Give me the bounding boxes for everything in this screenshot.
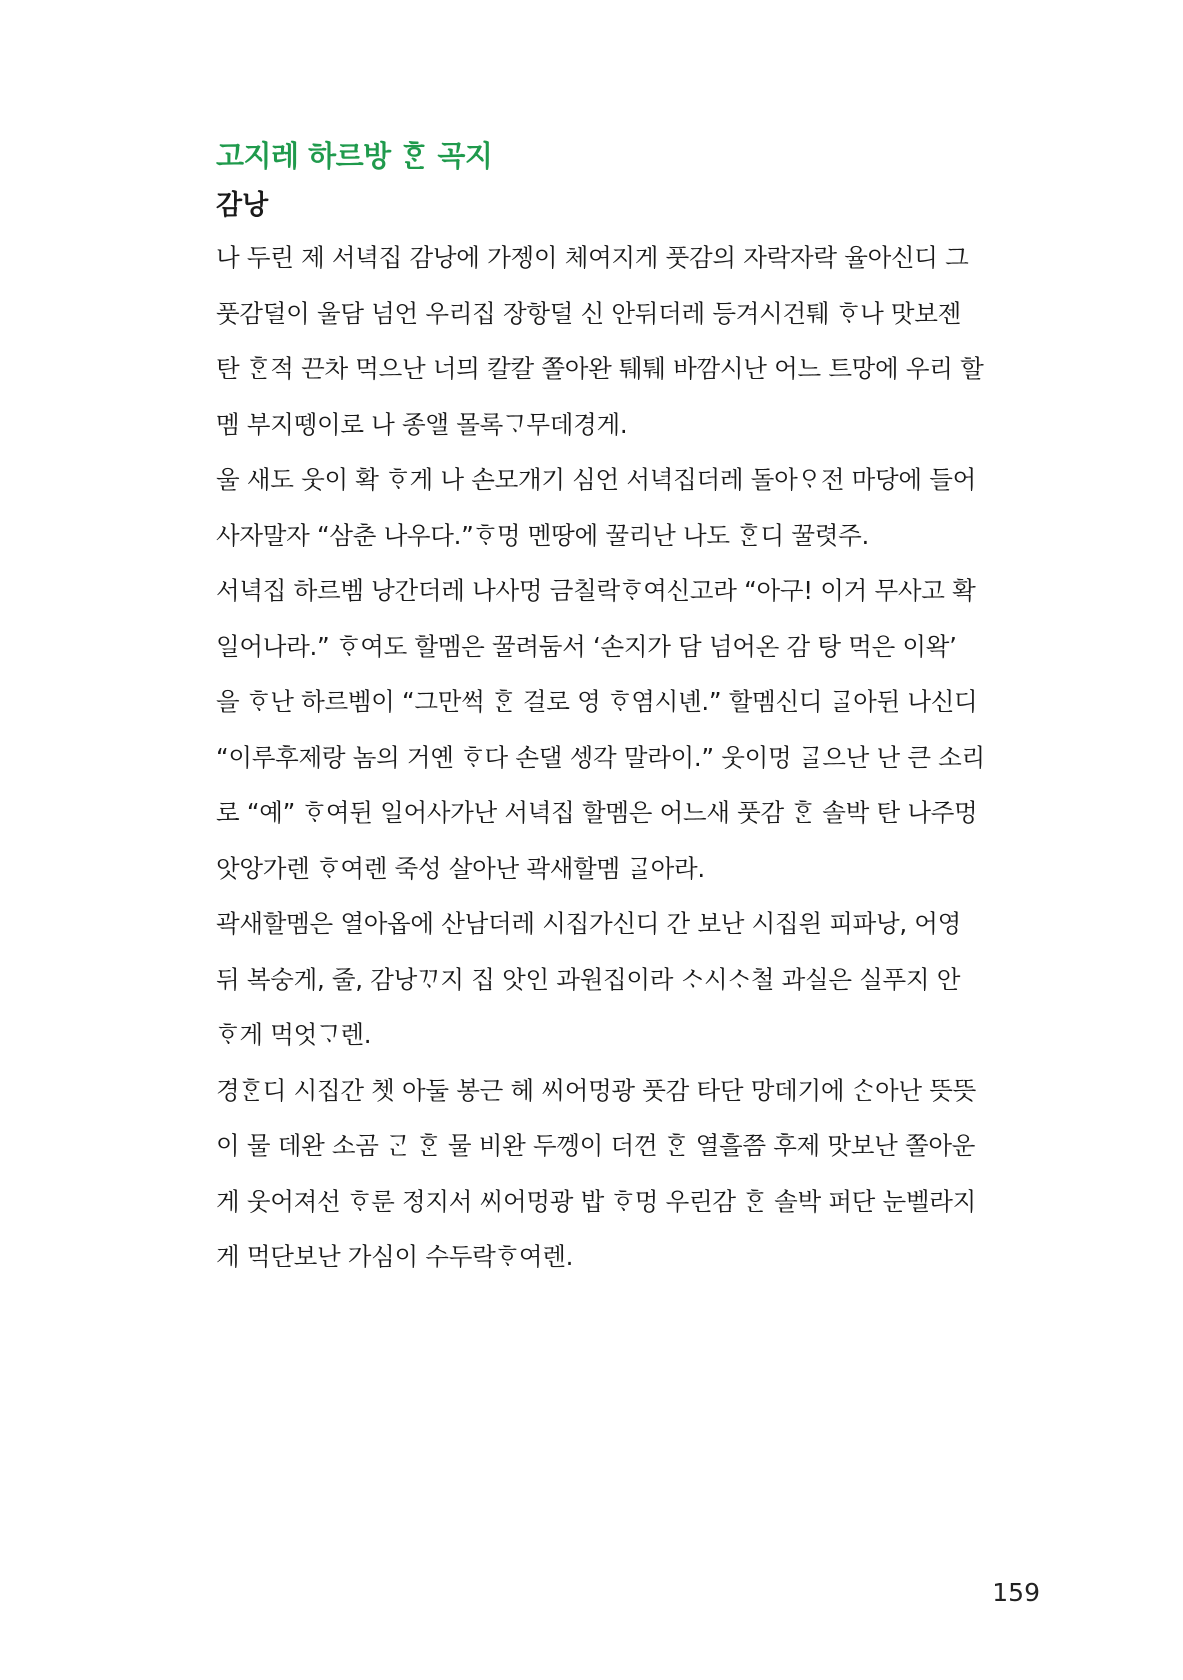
text-line: 나 두린 제 서녁집 감낭에 가젱이 체여지게 풋감의 자락자락 율아신디 그	[216, 243, 969, 272]
text-line: 사자말자 “삼춘 나우다.”ᄒᆞ멍 멘땅에 꿀리난 나도 ᄒᆞᆫ디 꿀렷주.	[216, 520, 869, 550]
text-line: 이 물 데완 소곰 ᄀᆞᆫ ᄒᆞᆫ 물 비완 두껭이 더껀 ᄒᆞᆫ 열흘쯤 후제 맛보난 쫄아운	[216, 1131, 976, 1160]
text-line: 멤 부지뗑이로 나 종앨 몰록ᄀᆞ무데경게.	[216, 409, 628, 439]
text-line: 곽새할멤은 열아옵에 산남더레 시집가신디 간 보난 시집읜 피파낭, 어영	[216, 909, 962, 938]
text-line: “이루후제랑 놈의 거옌 ᄒᆞ다 손댈 셍각 말라이.” 웃이멍 ᄀᆞᆯ으난 난 큰 소리	[216, 742, 985, 772]
text-line: 경ᄒᆞᆫ디 시집간 쳇 아둘 봉근 헤 씨어멍광 풋감 타단 망데기에 ᄉᆞᆫ아난 뜻뜻	[216, 1075, 977, 1105]
page-number: 159	[992, 1578, 1040, 1607]
section-title: 고지레 하르방 ᄒᆞᆫ 곡지	[216, 139, 493, 173]
text-line: 을 ᄒᆞ난 하르벰이 “그만썩 ᄒᆞᆫ 걸로 영 ᄒᆞ염시녠.” 할멤신디 ᄀᆞᆯ아뒨 나신디	[216, 687, 978, 716]
text-line: 앗앙가렌 ᄒᆞ여렌 죽성 살아난 곽새할멤 ᄀᆞᆯ아라.	[216, 853, 705, 883]
text-line: 뒤 복숭게, 줄, 감낭ᄁᆞ지 집 앗인 과원집이라 ᄉᆞ시ᄉᆞ철 과실은 실푸지 안	[216, 964, 961, 994]
text-line: 서녁집 하르벰 낭간더레 나사멍 금칠락ᄒᆞ여신고라 “아구! 이거 무사고 확	[216, 576, 976, 605]
text-line: 게 웃어져선 ᄒᆞ룬 정지서 씨어멍광 밥 ᄒᆞ멍 우린감 ᄒᆞᆫ 솔박 퍼단 눈벨라지	[216, 1186, 977, 1216]
text-line: 탄 ᄒᆞᆫ적 끈차 먹으난 너믜 칼칼 쫄아완 퉤퉤 바깜시난 어느 트망에 우리 할	[216, 354, 984, 383]
body-text	[216, 230, 1036, 1285]
subtitle: 감낭	[216, 190, 269, 221]
text-line: 게 먹단보난 가심이 수두락ᄒᆞ여렌.	[216, 1242, 574, 1271]
text-line: 풋감덜이 울담 넘언 우리집 장항덜 신 안뒤더레 등겨시건퉤 ᄒᆞ나 맛보젠	[216, 298, 962, 328]
text-line: 일어나라.” ᄒᆞ여도 할멤은 꿀려둠서 ‘손지가 담 넘어온 감 탕 먹은 이왁’	[216, 631, 957, 661]
text-line: 로 “예” ᄒᆞ여뒨 일어사가난 서녁집 할멤은 어느새 풋감 ᄒᆞᆫ 솔박 탄 나주멍	[216, 798, 978, 827]
text-line: 울 새도 웃이 확 ᄒᆞ게 나 손모개기 심언 서녁집더레 돌아ᄋᆞ전 마당에 들어	[216, 465, 977, 494]
text-line: ᄒᆞ게 먹엇ᄀᆞ렌.	[216, 1020, 372, 1049]
